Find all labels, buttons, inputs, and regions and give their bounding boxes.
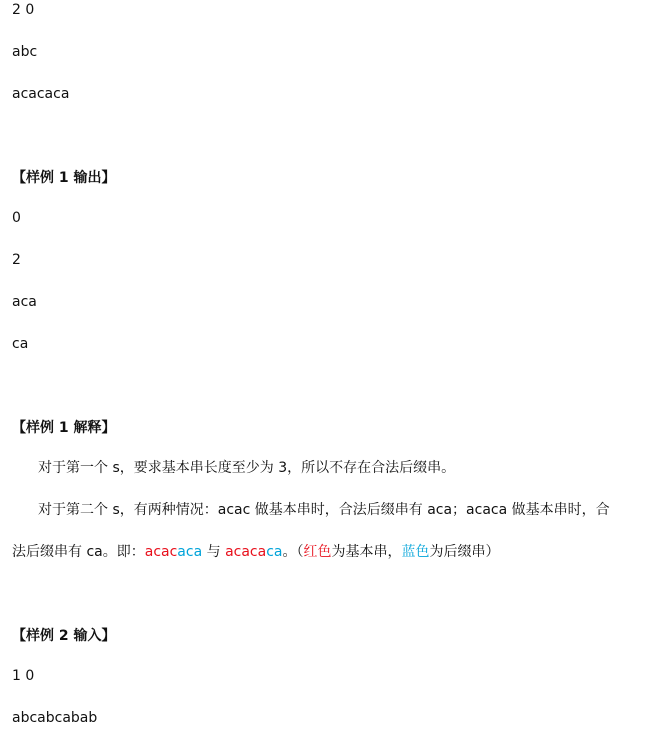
sample-1-output-line-3: aca [12,294,37,310]
sample-1-output-line-2: 2 [12,252,21,268]
explanation-text: 法后缀串有 ca。即： [12,544,145,560]
explanation-text: 与 [202,544,226,560]
example-1-base-string: acac [144,544,178,560]
sample-1-explanation-heading: 【样例 1 解释】 [12,420,116,436]
legend-blue-word: 蓝色 [401,544,430,560]
legend-red-word: 红色 [303,544,332,560]
explanation-paragraph-1: 对于第一个 s，要求基本串长度至少为 3，所以不存在合法后缀串。 [38,460,456,476]
explanation-text: 为基本串， [331,544,402,560]
example-2-suffix-string: ca [266,544,283,560]
sample-1-output-line-4: ca [12,336,29,352]
example-2-base-string: acaca [225,544,267,560]
explanation-text: 。（ [282,544,304,560]
sample-1-input-line-2: abc [12,44,38,60]
sample-2-input-heading: 【样例 2 输入】 [12,628,116,644]
example-1-suffix-string: aca [177,544,203,560]
sample-1-output-line-1: 0 [12,210,21,226]
sample-2-input-line-2: abcabcabab [12,710,98,726]
explanation-paragraph-2-line-1: 对于第二个 s，有两种情况：acac 做基本串时，合法后缀串有 aca；acaca 做基本串时，合 [38,502,610,518]
sample-1-output-heading: 【样例 1 输出】 [12,170,116,186]
sample-1-input-line-1: 2 0 [12,2,35,18]
explanation-text: 为后缀串） [429,544,500,560]
explanation-paragraph-2-line-2 [12,542,499,562]
sample-2-input-line-1: 1 0 [12,668,35,684]
sample-1-input-line-3: acacaca [12,86,70,102]
